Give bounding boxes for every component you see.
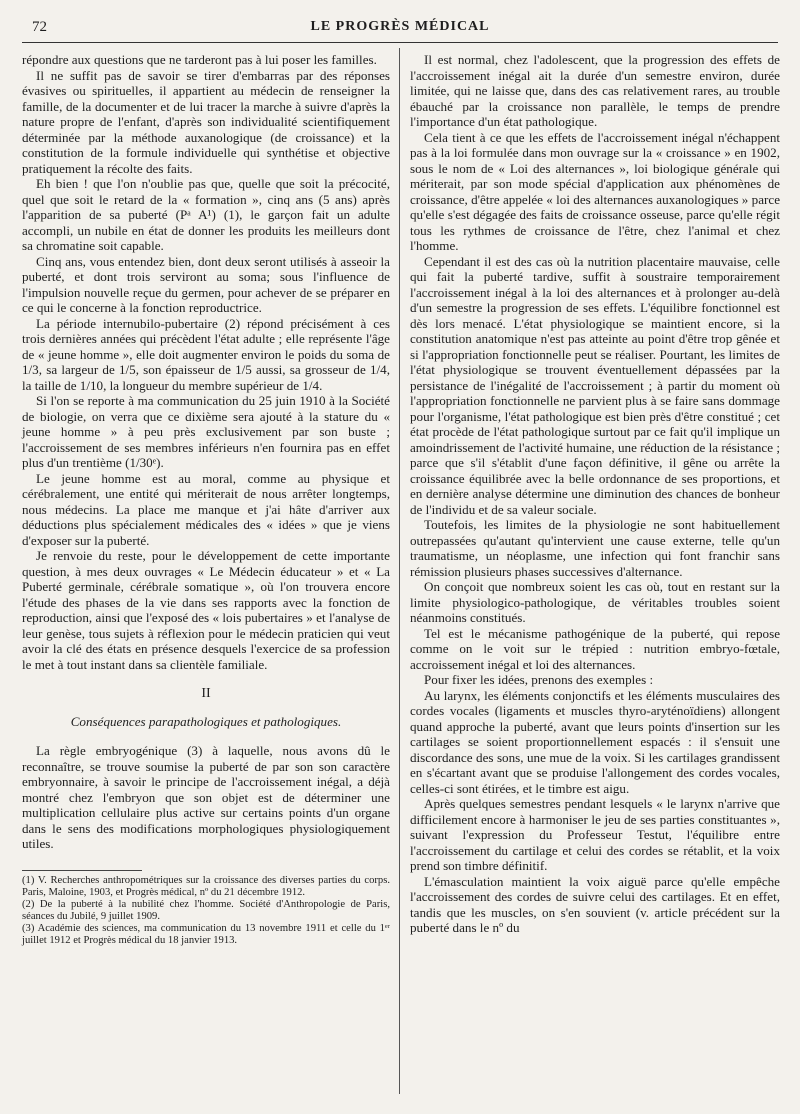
paragraph: L'émasculation maintient la voix aiguë parce qu'elle empêche l'accroissement des cordes de suivre celui des cartilages. Et en effet, tandis que les muscles, on s'en souvient (v. article précédent sur la puberté dans le nº du bbox=[410, 873, 780, 935]
paragraph: Le jeune homme est au moral, comme au physique et cérébralement, une entité qui mériterait de nous arrêter longtemps, nous médecins. La place me manque et j'ai hâte d'arriver aux déductions plus spécialement médicales des « idées » que je viens d'exposer sur la puberté. bbox=[22, 470, 390, 548]
column-divider bbox=[399, 48, 400, 1094]
paragraph: Cinq ans, vous entendez bien, dont deux seront utilisés à asseoir la puberté, et dont trois serviront au soma; sous l'influence de l'impulsion nouvelle reçue du germen, pour achever de se préparer en ce qui le concerne à la fonction reproductrice. bbox=[22, 253, 390, 315]
left-column bbox=[22, 52, 390, 947]
paragraph: Au larynx, les éléments conjonctifs et les éléments musculaires des cordes vocales (ligaments et muscles thyro-aryténoïdiens) allongent quand approche la puberté, avant que leurs points d'insertion sur les cartilages se soient proportionnellement espacés : il s'ensuit une discordance des sons, une mue de la voix. Si les cartilages grandissent en s'écartant avant que se produise l'allongement des cordes vocales, celles-ci sont étirées, et le timbre est aigu. bbox=[410, 687, 780, 796]
paragraph: Cependant il est des cas où la nutrition placentaire mauvaise, celle qui fait la puberté tardive, suffit à soustraire temporairement l'accroissement inégal à la loi des alternances et à prolonger au-delà d'un semestre la progression de ses effets. L'équilibre fonctionnel est dès lors menacé. L'état physiologique se maintient encore, si la constitution anatomique n'est pas atteinte au point d'être trop gênée et si l'appropriation fonctionnelle peut se réaliser. Pourtant, les limites de l'état physiologique se trouvent éventuellement dépassées par la persistance de l'inégalité de l'accroissement ; à partir du moment où l'appropriation fonctionnelle ne parvient plus à se faire sans dommage pour l'organisme, l'état pathologique est bien près d'être constitué ; cet état procède de l'état pathologique surtout par ce fait qu'il implique un amoindrissement de l'activité humaine, une réduction de la résistance ; parce que s'il s'établit d'une façon définitive, il gêne ou arrête la croissance équilibrée avec la belle ordonnance de ses proportions, et en dernière analyse détermine une diminution des chances de bonheur de l'individu et de sa valeur sociale. bbox=[410, 253, 780, 517]
paragraph: Eh bien ! que l'on n'oublie pas que, quelle que soit la précocité, quel que soit le retard de la « formation », cinq ans (5 ans) après l'apparition de sa puberté (Pᵃ A¹) (1), le garçon fait un adulte accompli, un nubile en état de donner les produits les meilleurs dont sa chromatine soit capable. bbox=[22, 176, 390, 253]
paragraph: Tel est le mécanisme pathogénique de la puberté, qui repose comme on le voit sur le trépied : nutrition embryo-fœtale, accroissement inégal et loi des alternances. bbox=[410, 625, 780, 672]
paragraph: La règle embryogénique (3) à laquelle, nous avons dû le reconnaître, se trouve soumise la puberté de par son son caractère embryonnaire, à savoir le principe de l'accroissement inégal, a déjà montré chez l'embryon que son objet est de déterminer une multiplication cellulaire plus active sur certains points d'un organe dans le sens des modifications morphologiques physiologiquement utiles. bbox=[22, 743, 390, 851]
page-header bbox=[22, 14, 778, 43]
section-number: II bbox=[201, 686, 211, 701]
footnote: (3) Académie des sciences, ma communication du 13 novembre 1911 et celle du 1ᵉʳ juillet 1912 et Progrès médical du 18 janvier 1913. bbox=[22, 922, 390, 946]
paragraph: Cela tient à ce que les effets de l'accroissement inégal n'échappent pas à la loi formulée dans mon ouvrage sur la « croissance » en 1902, sous le nom de « Loi des alternances », loi biologique générale qui mériterait, par son mode spécial d'application aux phénomènes de croissance, d'être appelée « loi des alternances auxanologiques » parce qu'elle s'est dégagée des faits de croissance osseuse, parce qu'elle régit tous les rythmes de croissance de l'être, chez l'animal et chez l'homme. bbox=[410, 129, 780, 253]
paragraph: La période internubilo-pubertaire (2) répond précisément à ces trois dernières années qui précèdent l'état adulte ; elle représente l'âge de « jeune homme », elle doit augmenter environ le poids du soma de 1/3, sa largeur de 1/5, son épaisseur de 1/5 aussi, sa grosseur de 1/4, la taille de 1/10, la longueur du membre supérieur de 1/4. bbox=[22, 315, 390, 393]
footnote: (2) De la puberté à la nubilité chez l'homme. Société d'Anthropologie de Paris, séances du Jubilé, 9 juillet 1909. bbox=[22, 898, 390, 922]
paragraph: Après quelques semestres pendant lesquels « le larynx n'arrive que difficilement encore à harmoniser le jeu de ses parties constituantes », suivant l'expression du Professeur Testut, l'équilibre entre l'accroissement du cartilage et celui des cordes se rétablit, et la voix prend son timbre définitif. bbox=[410, 796, 780, 873]
paragraph: Si l'on se reporte à ma communication du 25 juin 1910 à la Société de biologie, on verra que ce dixième sera ajouté à la stature du « jeune homme » à peu près exclusivement par son buste ; l'accroissement de ses membres inférieurs n'en fournira pas en effet plus d'un trentième (1/30ᵉ). bbox=[22, 393, 390, 470]
paragraph: On conçoit que nombreux soient les cas où, tout en restant sur la limite physiologico-pathologique, de véritables troubles soient néanmoins constitués. bbox=[410, 579, 780, 625]
right-column bbox=[410, 52, 780, 936]
paragraph: Pour fixer les idées, prenons des exemples : bbox=[424, 672, 654, 687]
page-number: 72 bbox=[32, 19, 47, 35]
paragraph: Je renvoie du reste, pour le développement de cette importante question, à mes deux ouvrages « Le Médecin éducateur » et « La Puberté germinale, cérébrale somatique », où l'on trouvera encore l'étude des phases de la vie dans ses rapports avec la fonction de reproduction, ainsi que l'exposé des « lois pubertaires » et l'analyse de leur genèse, tous sujets à réflexion pour le médecin praticien qui veut avoir la clé des états en présence desquels l'exercice de sa profession le met à tout instant dans sa clientèle familiale. bbox=[22, 548, 390, 672]
paragraph: Il est normal, chez l'adolescent, que la progression des effets de l'accroissement inégal ait la durée d'un semestre environ, durée limitée, qui ne laisse que, dans des cas relativement rares, au trouble ébauché par la croissance non parallèle, le temps de prendre l'importance d'un état pathologique. bbox=[410, 52, 780, 129]
running-title: LE PROGRÈS MÉDICAL bbox=[310, 19, 490, 34]
footnote-divider bbox=[22, 870, 142, 871]
paragraph: Toutefois, les limites de la physiologie ne sont habituellement outrepassées qu'autant qu'intervient une cause externe, telle qu'un traumatisme, un néoplasme, une infection qui font franchir sans rémission plusieurs phases successives d'alternance. bbox=[410, 517, 780, 579]
footnote: (1) V. Recherches anthropométriques sur la croissance des diverses parties du corps. Paris, Maloine, 1903, et Progrès médical, nº du 21 décembre 1912. bbox=[22, 874, 390, 898]
section-title: Conséquences parapathologiques et pathologiques. bbox=[70, 713, 342, 729]
footnotes bbox=[22, 875, 390, 947]
paragraph: Il ne suffit pas de savoir se tirer d'embarras par des réponses évasives ou spirituelles, il appartient au médecin de renseigner la famille, de la documenter et de lui tracer la marche à suivre d'après la nature propre de l'enfant, d'après son individualité scientifiquement déterminée par la méthode auxanologique (de croissance) et la constitution de la formule individuelle qui synthétise et objective pratiquement la récolte des faits. bbox=[22, 67, 390, 176]
paragraph: répondre aux questions que ne tarderont pas à lui poser les familles. bbox=[22, 52, 377, 67]
